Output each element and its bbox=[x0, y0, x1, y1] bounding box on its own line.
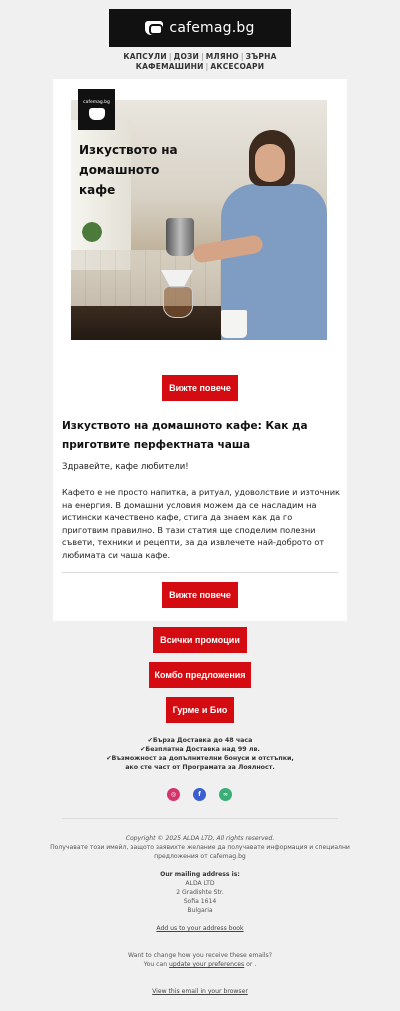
divider bbox=[62, 572, 338, 573]
hero-plant bbox=[81, 220, 103, 244]
coffee-beans-icon bbox=[89, 108, 105, 120]
preferences-line bbox=[50, 961, 350, 968]
nav-ground[interactable]: МЛЯНО bbox=[205, 52, 239, 61]
facebook-glyph: f bbox=[198, 790, 201, 798]
header-logo[interactable] bbox=[109, 9, 291, 47]
nav-separator: | bbox=[201, 52, 204, 61]
see-more-button-2[interactable]: Вижте повече bbox=[162, 582, 238, 608]
nav-capsules[interactable]: КАПСУЛИ bbox=[123, 52, 167, 61]
nav-separator: | bbox=[168, 52, 172, 61]
gourmet-bio-button[interactable]: Гурме и Био bbox=[166, 697, 234, 723]
all-promotions-button[interactable]: Всички промоции bbox=[153, 627, 247, 653]
topnav-row-2 bbox=[60, 62, 340, 71]
nav-separator: | bbox=[240, 52, 244, 61]
article-title: Изкуството на домашното кафе: Как да приготвите перфектната чаша bbox=[62, 420, 308, 451]
link-icon[interactable] bbox=[219, 788, 232, 801]
nav-accessories[interactable]: АКСЕСОАРИ bbox=[210, 62, 265, 71]
footer-divider bbox=[62, 818, 338, 819]
benefit-fast-delivery: ✔Бърза Доставка до 48 часа bbox=[147, 737, 253, 744]
change-emails-text: Want to change how you receive these emails? bbox=[128, 952, 272, 959]
address-line-1: ALDA LTD bbox=[185, 880, 215, 887]
benefit-free-delivery: ✔Безплатна Доставка над 99 лв. bbox=[140, 746, 260, 753]
brand-name: cafemag.bg bbox=[169, 20, 255, 36]
hero-badge-text: cafemag.bg bbox=[83, 99, 110, 105]
prefs-suffix: or . bbox=[244, 961, 257, 968]
combo-offers-button[interactable]: Комбо предложения bbox=[149, 662, 251, 688]
facebook-icon[interactable] bbox=[193, 788, 206, 801]
benefit-bonuses: ✔Възможност за допълнителни бонуси и отстъпки, bbox=[106, 755, 294, 762]
topnav-row-1 bbox=[60, 52, 340, 61]
add-to-address-book-link[interactable]: Add us to your address book bbox=[156, 925, 244, 932]
hero-brand-badge bbox=[78, 89, 115, 130]
nav-separator: | bbox=[205, 62, 209, 71]
see-more-button[interactable]: Вижте повече bbox=[162, 375, 238, 401]
hero-person-face bbox=[255, 144, 285, 182]
benefit-loyalty: ако сте част от Програмата за Лоялност. bbox=[125, 764, 275, 771]
link-glyph: ∞ bbox=[223, 790, 228, 798]
subscription-reason-line-2: предложения от cafemag.bg bbox=[154, 853, 246, 860]
mailing-address-title: Our mailing address is: bbox=[160, 871, 240, 878]
article-greeting: Здравейте, кафе любители! bbox=[62, 462, 189, 472]
nav-pods[interactable]: ДОЗИ bbox=[173, 52, 200, 61]
article-body: Кафето е не просто напитка, а ритуал, удоволствие и източник на енергия. В домашни условия можем да се насладим на истински качествено кафе, стига да знаем как да го приготвим правилно. В тази статия ще споделим полезни съвети, техники и рецепти, за да извлечете най-доброто от любимата си чаша кафе. bbox=[62, 487, 340, 560]
hero-person bbox=[211, 130, 327, 340]
hero-mug bbox=[221, 310, 247, 338]
address-line-2: 2 Gradishte Str. bbox=[176, 889, 224, 896]
hero-kettle bbox=[166, 218, 194, 256]
hero-carafe bbox=[163, 286, 193, 318]
copyright: Copyright © 2025 ALDA LTD, All rights reserved. bbox=[125, 835, 275, 842]
nav-beans[interactable]: ЗЪРНА bbox=[245, 52, 277, 61]
address-line-4: Bulgaria bbox=[187, 907, 213, 914]
instagram-icon[interactable] bbox=[167, 788, 180, 801]
hero-title: Изкуството на домашното кафе bbox=[79, 143, 178, 197]
subscription-reason-line-1: Получавате този имейл, защото заявихте желание да получавате информация и специални bbox=[50, 844, 350, 851]
hero-image[interactable] bbox=[71, 100, 327, 340]
view-in-browser-link[interactable]: View this email in your browser bbox=[152, 988, 248, 995]
update-preferences-link[interactable]: update your preferences bbox=[169, 961, 245, 968]
instagram-glyph: ◎ bbox=[170, 790, 177, 798]
nav-machines[interactable]: КАФЕМАШИНИ bbox=[135, 62, 204, 71]
coffee-cup-logo-icon bbox=[145, 21, 163, 35]
address-line-3: Sofia 1614 bbox=[183, 898, 217, 905]
prefs-prefix: You can bbox=[143, 961, 170, 968]
